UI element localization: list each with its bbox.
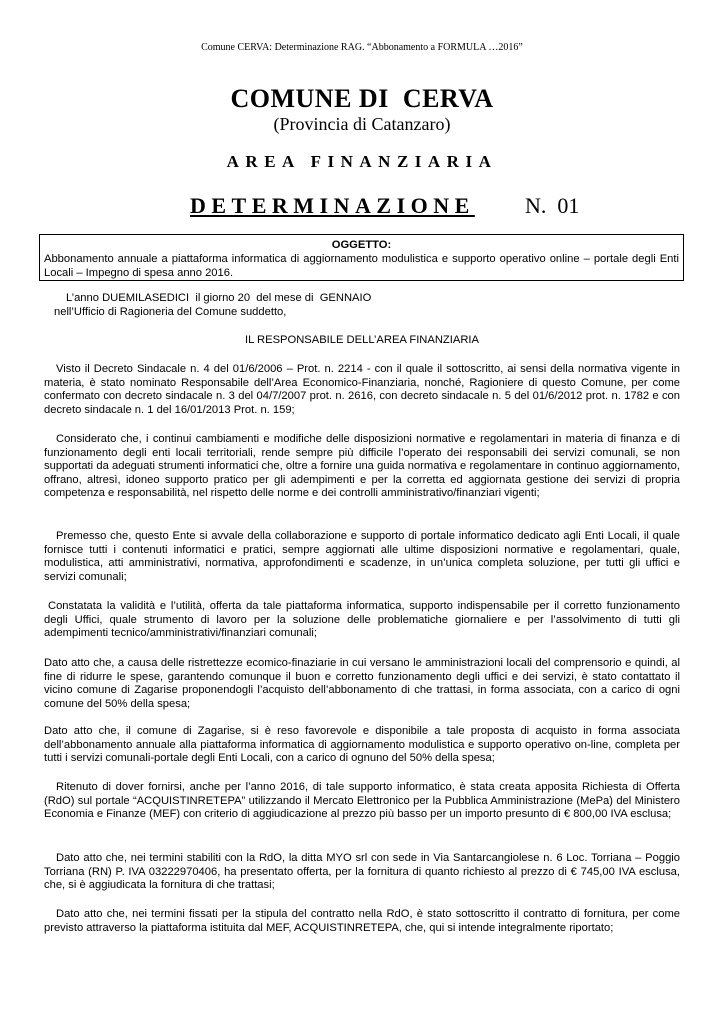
paragraph-dato-atto-4: Dato atto che, nei termini fissati per la stipula del contratto nella RdO, è stato sottoscritto il contratto di fornitura, per come previsto attraverso la piattaforma istituita dal MEF, ACQUISTINRETEPA, che, qui si intende integralmente riportato; bbox=[44, 908, 680, 934]
date-line-2: nell’Ufficio di Ragioneria del Comune suddetto, bbox=[54, 305, 287, 318]
subject-text: Abbonamento annuale a piattaforma informatica di aggiornamento modulistica e supporto operativo online – portale degli Enti Locali – Impegno di spesa anno 2016. bbox=[44, 253, 679, 279]
running-header: Comune CERVA: Determinazione RAG. “Abbonamento a FORMULA …2016” bbox=[201, 42, 523, 53]
paragraph-dato-atto-1: Dato atto che, a causa delle ristrettezze ecomico-finaziarie in cui versano le amministrazioni locali del comprensorio e quindi, al fine di ridurre le spese, garantendo comunque il buon e corretto funzionamento degli uffici e dei servizi, è stato contattato il vicino comune di Zagarise proponendogli l’acquisto dell’abbonamento di che trattasi, in forma associata, con a carico di ogni comune del 50% della spesa; bbox=[44, 657, 680, 710]
determination-heading: DETERMINAZIONE bbox=[190, 193, 475, 218]
paragraph-premesso: Premesso che, questo Ente si avvale della collaborazione e supporto di portale informatico dedicato agli Enti Locali, il quale fornisce tutti i contenuti informatici e pratici, sempre aggiornati alle ultime disposizioni normative e regolamentari, quale, modulistica, atti amministrativi, normativa, approfondimenti e scadenze, in un’unica completa soluzione, per tutti gli uffici e servizi comunali; bbox=[44, 530, 680, 583]
paragraph-ritenuto: Ritenuto di dover fornirsi, anche per l’anno 2016, di tale supporto informatico, è stata creata apposita Richiesta di Offerta (RdO) sul portale “ACQUISTINRETEPA” utilizzando il Mercato Elettronico per la Pubblica Amministrazione (MePa) del Ministero Economia e Finanze (MEF) con criterio di aggiudicazione al prezzo più basso per un importo presunto di € 800,00 IVA esclusa; bbox=[44, 781, 680, 821]
paragraph-dato-atto-2: Dato atto che, il comune di Zagarise, si è reso favorevole e disponibile a tale proposta di acquisto in forma associata dell’abbonamento annuale alla piattaforma informatica di aggiornamento modulistica e supporto operativo on-line, completa per tutti i servizi comunali-portale degli Enti Locali, con a carico di ognuno del 50% della spesa; bbox=[44, 725, 680, 765]
determination-number: N. 01 bbox=[525, 193, 580, 218]
paragraph-dato-atto-3: Dato atto che, nei termini stabiliti con la RdO, la ditta MYO srl con sede in Via Santarcangiolese n. 6 Loc. Torriana – Poggio Torriana (RN) P. IVA 03222970406, ha presentato offerta, per la fornitura di quanto richiesto al prezzo di € 745,00 IVA esclusa, che, si è aggiudicata la fornitura di che trattasi; bbox=[44, 852, 680, 892]
date-line-1: L’anno DUEMILASEDICI il giorno 20 del mese di GENNAIO bbox=[66, 292, 372, 304]
responsible-heading: IL RESPONSABILE DELL’AREA FINANZIARIA bbox=[245, 334, 479, 346]
paragraph-considerato: Considerato che, i continui cambiamenti e modifiche delle disposizioni normative e regolamentari in materia di finanza e di funzionamento degli enti locali territoriali, rende sempre più difficile l’operato dei responsabili dei servizi comunali, se non supportati da adeguati strumenti informatici che, oltre a fornire una guida normativa e regolamentare in continuo aggiornamento, offrano, altresì, idoneo supporto pratico per gli adempimenti e per la corretta ed aggiornata gestione dei servizi di propria competenza e responsabilità, nel rispetto delle norme e dei controlli amministrativo/finanziari vigenti; bbox=[44, 433, 680, 500]
page-title: COMUNE DI CERVA bbox=[230, 84, 494, 113]
subject-label: OGGETTO: bbox=[331, 239, 392, 251]
province-subtitle: (Provincia di Catanzaro) bbox=[273, 114, 451, 134]
paragraph-visto: Visto il Decreto Sindacale n. 4 del 01/6/2006 – Prot. n. 2214 - con il quale il sottoscritto, ai sensi della normativa vigente in materia, è stato nominato Responsabile dell’Area Economico-Finanziaria, nonché, Ragioniere di questo Comune, per come confermato con decreto sindacale n. 3 del 04/7/2007 prot. n. 2616, con decreto sindacale n. 5 del 01/6/2012 prot. n. 1782 e con decreto sindacale n. 1 del 16/01/2013 Prot. n. 159; bbox=[44, 363, 680, 416]
date-statement bbox=[44, 292, 680, 319]
area-heading: AREA FINANZIARIA bbox=[226, 152, 498, 171]
paragraph-constatata: Constatata la validità e l’utilità, offerta da tale piattaforma informatica, supporto indispensabile per il corretto funzionamento degli Uffici, quale strumento di lavoro per la soluzione delle problematiche giornaliere e per l’assolvimento di tutti gli adempimenti tecnico/amministrativi/finanziari comunali; bbox=[44, 600, 680, 640]
subject-box bbox=[39, 234, 684, 281]
